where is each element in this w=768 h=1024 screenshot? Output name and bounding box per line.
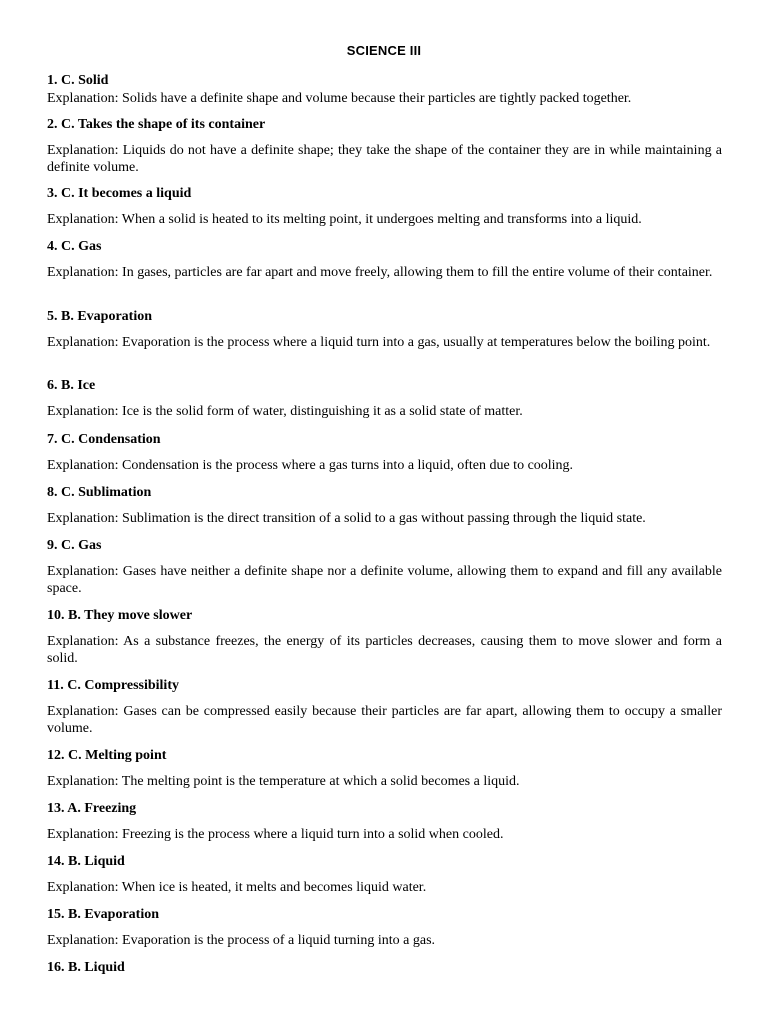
answer-label: 5. B. Evaporation bbox=[47, 309, 153, 324]
answer-item-8 bbox=[47, 484, 722, 527]
answer-item-6 bbox=[47, 377, 722, 420]
answer-item-14 bbox=[47, 853, 722, 896]
answer-explanation: Explanation: Solids have a definite shape and volume because their particles are tightly packed together. bbox=[47, 91, 632, 106]
answer-item-1 bbox=[47, 72, 722, 107]
answer-label: 11. C. Compressibility bbox=[47, 678, 179, 693]
answer-explanation: Explanation: The melting point is the temperature at which a solid becomes a liquid. bbox=[47, 774, 520, 789]
answer-explanation: Explanation: Evaporation is the process where a liquid turn into a gas, usually at temperatures below the boiling point. bbox=[47, 335, 711, 350]
answer-label: 9. C. Gas bbox=[47, 538, 102, 553]
answer-item-2 bbox=[47, 116, 722, 176]
answer-item-16 bbox=[47, 959, 722, 976]
answer-explanation: Explanation: Ice is the solid form of water, distinguishing it as a solid state of matter. bbox=[47, 404, 523, 419]
answer-label: 16. B. Liquid bbox=[47, 960, 125, 975]
answer-explanation: Explanation: Evaporation is the process of a liquid turning into a gas. bbox=[47, 933, 436, 948]
answer-explanation: Explanation: Gases can be compressed easily because their particles are far apart, allowing them to occupy a smaller volume. bbox=[47, 704, 722, 736]
answer-explanation: Explanation: Sublimation is the direct transition of a solid to a gas without passing through the liquid state. bbox=[47, 511, 646, 526]
answer-item-5 bbox=[47, 308, 722, 351]
answer-item-3 bbox=[47, 185, 722, 228]
answer-label: 14. B. Liquid bbox=[47, 854, 125, 869]
answer-explanation: Explanation: Freezing is the process where a liquid turn into a solid when cooled. bbox=[47, 827, 504, 842]
answer-label: 8. C. Sublimation bbox=[47, 485, 152, 500]
answer-explanation: Explanation: As a substance freezes, the energy of its particles decreases, causing them to move slower and form a solid. bbox=[47, 634, 722, 666]
answer-label: 15. B. Evaporation bbox=[47, 907, 160, 922]
answer-label: 12. C. Melting point bbox=[47, 748, 167, 763]
answer-label: 10. B. They move slower bbox=[47, 608, 193, 623]
answer-label: 2. C. Takes the shape of its container bbox=[47, 117, 266, 132]
answer-explanation: Explanation: Liquids do not have a definite shape; they take the shape of the container they are in while maintaining a definite volume. bbox=[47, 143, 722, 175]
answer-item-10 bbox=[47, 607, 722, 667]
answer-label: 13. A. Freezing bbox=[47, 801, 137, 816]
answer-item-12 bbox=[47, 747, 722, 790]
answer-label: 7. C. Condensation bbox=[47, 432, 161, 447]
answer-explanation: Explanation: When a solid is heated to its melting point, it undergoes melting and transforms into a liquid. bbox=[47, 212, 642, 227]
answer-item-13 bbox=[47, 800, 722, 843]
answer-item-7 bbox=[47, 431, 722, 474]
answer-item-9 bbox=[47, 537, 722, 597]
answer-explanation: Explanation: When ice is heated, it melts and becomes liquid water. bbox=[47, 880, 427, 895]
answer-explanation: Explanation: Condensation is the process where a gas turns into a liquid, often due to cooling. bbox=[47, 458, 574, 473]
answer-label: 1. C. Solid bbox=[47, 73, 109, 88]
page-title: SCIENCE III bbox=[346, 43, 422, 58]
answer-item-11 bbox=[47, 677, 722, 737]
answer-item-4 bbox=[47, 238, 722, 281]
answer-explanation: Explanation: In gases, particles are far apart and move freely, allowing them to fill the entire volume of their container. bbox=[47, 265, 713, 280]
answer-explanation: Explanation: Gases have neither a definite shape nor a definite volume, allowing them to expand and fill any available space. bbox=[47, 564, 722, 596]
answer-label: 6. B. Ice bbox=[47, 378, 96, 393]
answer-item-15 bbox=[47, 906, 722, 949]
answer-label: 3. C. It becomes a liquid bbox=[47, 186, 192, 201]
answer-label: 4. C. Gas bbox=[47, 239, 102, 254]
